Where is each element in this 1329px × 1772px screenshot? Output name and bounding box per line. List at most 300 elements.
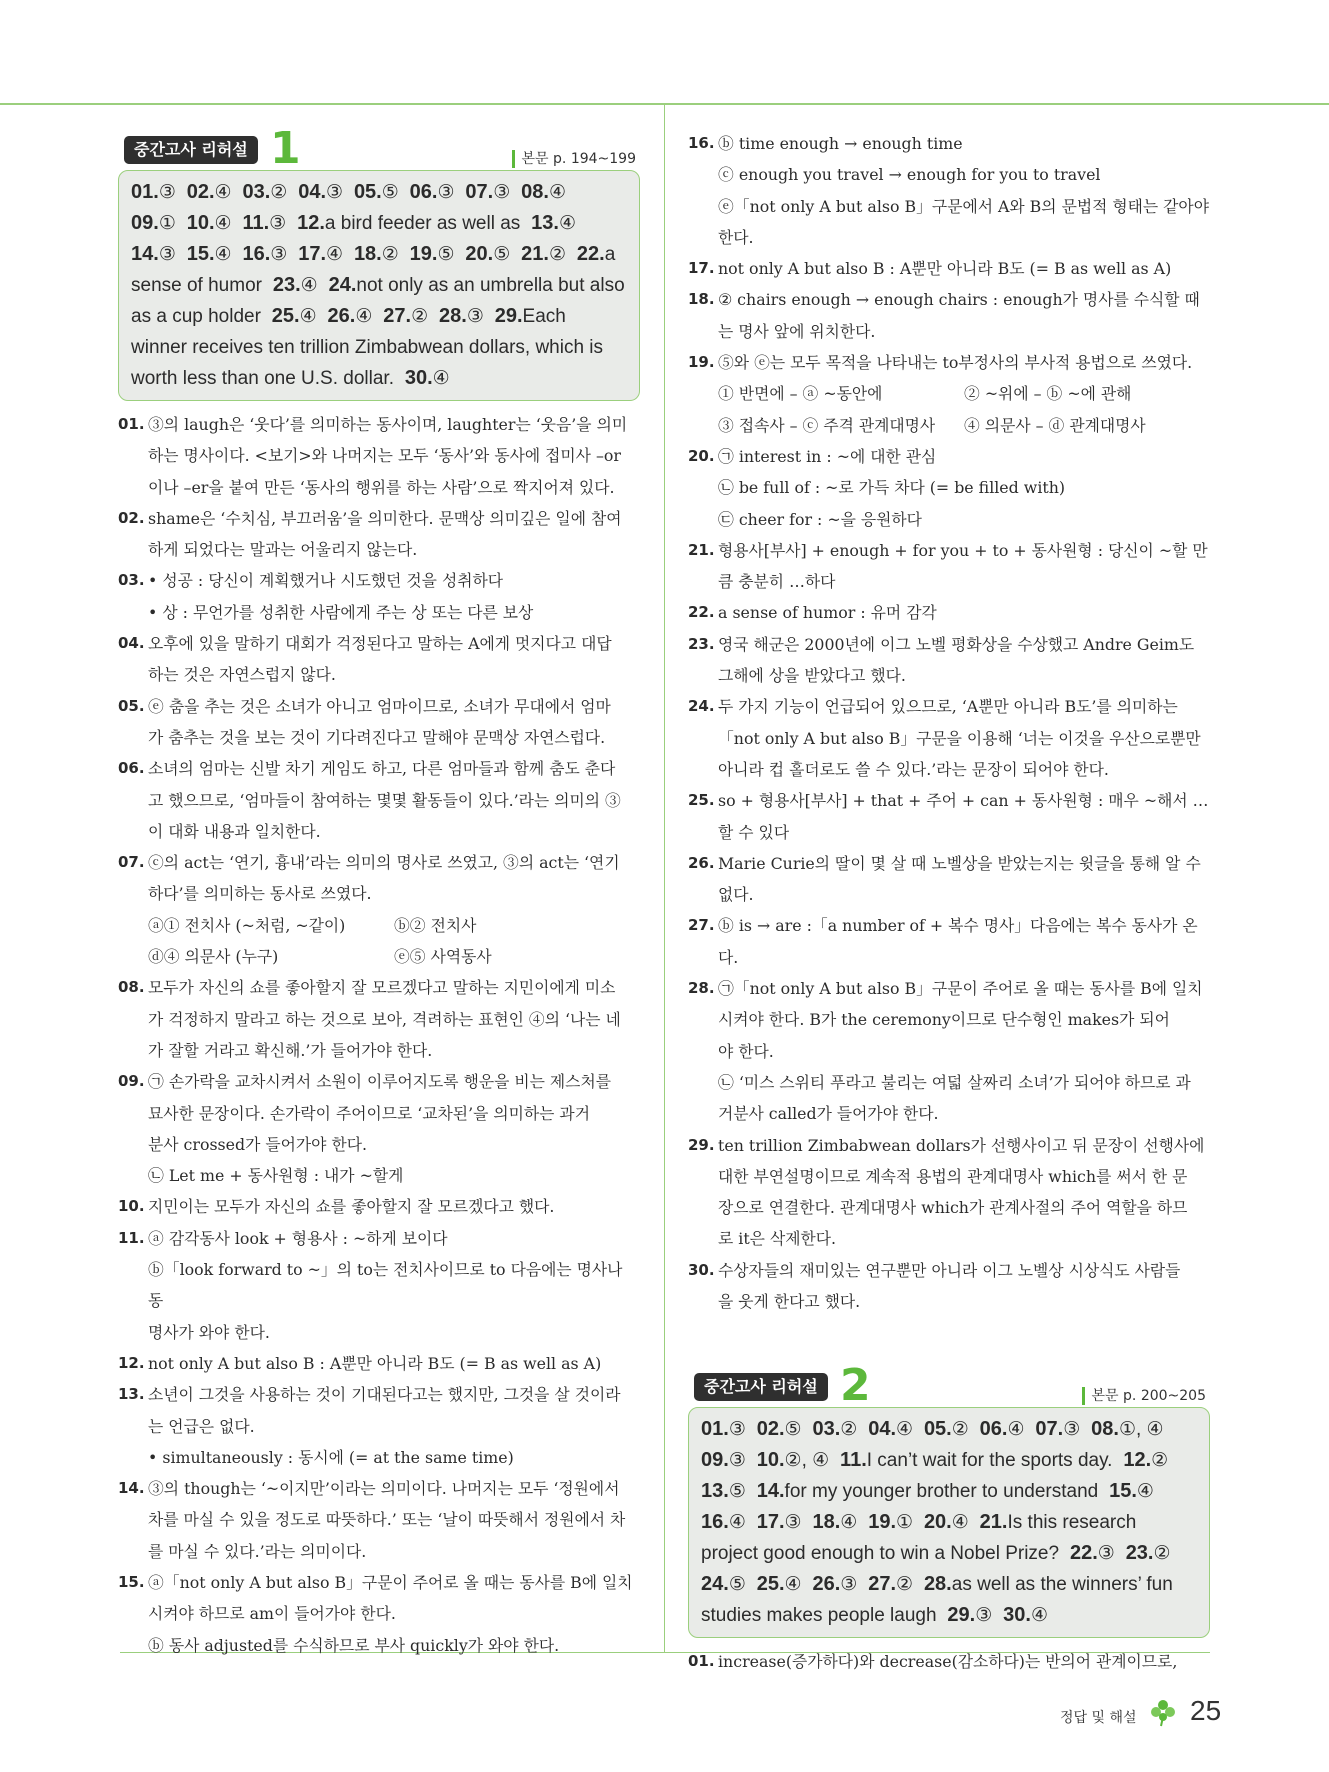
answer-number: 06.: [409, 181, 438, 203]
answer-value: a sense of humor: [131, 244, 616, 296]
answer-value: ②: [270, 182, 288, 203]
left-explanations: [118, 409, 640, 1661]
answer-number: 02.: [756, 1418, 785, 1441]
answer-value: Is this research project good enough to win a Nobel Prize?: [701, 1512, 1137, 1565]
item-line: ㉠ 손가락을 교차시켜서 소원이 이루어지도록 행운을 비는 제스처를: [148, 1072, 611, 1092]
section1-page-ref: 본문 p. 194~199: [512, 150, 636, 168]
item-body: [718, 284, 1210, 347]
answer-value: ①: [896, 1512, 914, 1534]
section1-tag: 중간고사 리허설: [124, 136, 258, 164]
answer-number: 29.: [494, 305, 523, 327]
item-body: [718, 253, 1210, 284]
answer-value: ③: [728, 1419, 746, 1441]
answer-number: 03.: [242, 181, 271, 203]
item-body: [148, 1348, 640, 1379]
answer-value: ③: [493, 182, 511, 203]
section2-number: 2: [840, 1360, 871, 1412]
answer-value: ⑤: [437, 244, 455, 265]
answer-number: 09.: [701, 1449, 729, 1472]
item-number: 01.: [118, 415, 145, 433]
answer-number: 13.: [531, 212, 559, 234]
item-number: 04.: [118, 634, 145, 653]
explanation-item: [118, 628, 640, 691]
answer-number: 06.: [979, 1418, 1008, 1441]
item-line: 야 한다.: [718, 1041, 774, 1061]
section2-page-ref: 본문 p. 200~205: [1082, 1387, 1206, 1405]
item-line: 한다.: [718, 227, 754, 247]
answer-value: ③: [1063, 1419, 1081, 1441]
item-line: ㉡ Let me + 동사원형 : 내가 ~할게: [148, 1166, 404, 1186]
answer-number: 19.: [409, 243, 438, 265]
answer-value: ④: [548, 182, 566, 203]
option-cell: ⓑ② 전치사: [394, 915, 477, 935]
item-line: 모두가 자신의 쇼를 좋아할지 잘 모르겠다고 말하는 지민이에게 미소: [148, 978, 616, 998]
item-number: 03.: [118, 571, 145, 590]
answer-value: ④: [1007, 1419, 1025, 1441]
item-body: [718, 347, 1210, 441]
item-line: not only A but also B : A뿐만 아니라 B도 (= B as well as A): [148, 1353, 602, 1373]
answer-number: 15.: [1109, 1480, 1137, 1503]
item-line: 이나 –er을 붙여 만든 ‘동사의 행위를 하는 사람’으로 짝지어져 있다.: [148, 477, 615, 497]
item-body: [718, 128, 1210, 253]
answer-value: ③: [840, 1574, 858, 1596]
answer-number: 20.: [923, 1511, 952, 1534]
item-body: [148, 691, 640, 754]
answer-value: ④: [355, 306, 373, 327]
item-line: ㉢ cheer for : ~을 응원하다: [718, 509, 922, 529]
explanation-item: [118, 1379, 640, 1473]
answer-value: ①, ④: [1118, 1419, 1164, 1441]
item-line: ⓑ 동사 adjusted를 수식하므로 부사 quickly가 와야 한다.: [148, 1635, 560, 1655]
item-body: [718, 910, 1210, 973]
explanation-item: [118, 1191, 640, 1222]
answer-value: ③: [437, 182, 455, 203]
item-line: ㉠「not only A but also B」구문이 주어로 올 때는 동사를 B에 일치: [718, 979, 1203, 999]
item-body: [148, 1379, 640, 1473]
item-line: ⓒ enough you travel → enough for you to travel: [718, 165, 1101, 185]
item-line: 시켜야 하므로 am이 들어가야 한다.: [148, 1604, 396, 1624]
item-number: 18.: [688, 290, 715, 309]
explanation-item: [118, 847, 640, 972]
answer-value: as well as the winners’ fun studies makes people laugh: [701, 1574, 1173, 1627]
explanation-item: [118, 1567, 640, 1661]
answer-number: 23.: [1125, 1542, 1154, 1565]
item-line: 두 가지 기능이 언급되어 있으므로, ‘A뿐만 아니라 B도’를 의미하는: [718, 697, 1178, 717]
answer-value: ④: [300, 275, 318, 296]
answer-number: 17.: [756, 1511, 785, 1534]
item-line: 하게 되었다는 말과는 어울리지 않는다.: [148, 540, 418, 560]
item-line: 고 했으므로, ‘엄마들이 참여하는 몇몇 활동들이 있다.’라는 의미의 ③: [148, 790, 621, 810]
item-line: ⑤와 ⓔ는 모두 목적을 나타내는 to부정사의 부사적 용법으로 쓰였다.: [718, 353, 1193, 373]
item-body: [148, 1191, 640, 1222]
item-number: 17.: [688, 259, 715, 278]
option-cell: ⓔ⑤ 사역동사: [394, 947, 492, 967]
explanation-item: [688, 284, 1210, 347]
item-line: 소녀의 엄마는 신발 차기 게임도 하고, 다른 엄마들과 함께 춤도 춘다: [148, 759, 616, 779]
answer-number: 01.: [701, 1418, 729, 1441]
answer-value: ④: [951, 1512, 969, 1534]
item-body: [148, 753, 640, 847]
item-body: [148, 409, 640, 503]
item-body: [718, 973, 1210, 1129]
answer-value: ④: [432, 368, 450, 389]
item-number: 06.: [118, 759, 145, 778]
answer-value: ③: [326, 182, 344, 203]
answer-value: ④: [840, 1512, 858, 1534]
item-number: 19.: [688, 353, 715, 372]
answer-number: 24.: [328, 274, 357, 296]
item-line: ⓔ「not only A but also B」구문에서 A와 B의 문법적 형태는 같아야: [718, 196, 1209, 216]
answer-number: 21.: [521, 243, 549, 265]
answer-number: 12.: [1123, 1449, 1152, 1472]
answer-number: 29.: [947, 1604, 976, 1627]
item-line: 를 마실 수 있다.’라는 의미이다.: [148, 1541, 367, 1561]
item-line: 없다.: [718, 885, 754, 905]
answer-number: 01.: [131, 181, 159, 203]
page-footer: [1040, 1695, 1220, 1735]
answer-value: ②: [951, 1419, 969, 1441]
item-number: 21.: [688, 540, 715, 559]
item-number: 24.: [688, 697, 715, 716]
explanation-item: [688, 848, 1210, 911]
item-line: ⓔ 춤을 추는 것은 소녀가 아니고 엄마이므로, 소녀가 무대에서 엄마: [148, 696, 611, 716]
answer-value: ②: [1151, 1450, 1169, 1472]
answer-number: 24.: [701, 1573, 729, 1596]
answer-number: 07.: [465, 181, 494, 203]
answer-number: 14.: [131, 243, 159, 265]
item-number: 23.: [688, 634, 715, 653]
item-number: 11.: [118, 1228, 145, 1247]
right-column: [688, 128, 1210, 1678]
item-body: [718, 1646, 1210, 1677]
answer-number: 09.: [131, 212, 159, 234]
answer-value: ②: [548, 244, 566, 265]
explanation-item: [688, 973, 1210, 1129]
answer-value: for my younger brother to understand: [784, 1481, 1099, 1503]
item-line: ③의 laugh은 ‘웃다’를 의미하는 동사이며, laughter는 ‘웃음’을 의미: [148, 415, 628, 434]
option-row: [718, 410, 1210, 441]
answer-number: 22.: [1069, 1542, 1098, 1565]
answer-number: 16.: [242, 243, 271, 265]
answer-number: 11.: [242, 212, 270, 234]
item-line: ⓑ time enough → enough time: [718, 134, 963, 153]
item-line: 영국 해군은 2000년에 이그 노벨 평화상을 수상했고 Andre Geim도: [718, 634, 1195, 654]
item-body: [718, 785, 1210, 848]
item-line: 하는 명사이다. <보기>와 나머지는 모두 ‘동사’와 동사에 접미사 –or: [148, 446, 621, 466]
answer-number: 16.: [701, 1511, 729, 1534]
answer-number: 28.: [923, 1573, 952, 1596]
item-number: 26.: [688, 853, 715, 872]
item-line: ⓐ 감각동사 look + 형용사 : ~하게 보이다: [148, 1228, 448, 1248]
answer-number: 05.: [353, 181, 382, 203]
answer-value: a bird feeder as well as: [324, 213, 521, 234]
answer-value: ③: [1097, 1543, 1115, 1565]
item-body: [148, 503, 640, 566]
option-cell: ⓐ① 전치사 (~처럼, ~같이): [148, 915, 346, 935]
section2-tag: 중간고사 리허설: [694, 1373, 828, 1401]
answer-value: ⑤: [784, 1419, 802, 1441]
item-line: ② chairs enough → enough chairs : enough가 명사를 수식할 때: [718, 290, 1200, 310]
answer-value: ③: [728, 1450, 746, 1472]
answer-number: 13.: [701, 1480, 729, 1503]
item-line: 분사 crossed가 들어가야 한다.: [148, 1134, 368, 1154]
item-body: [148, 565, 640, 628]
option-cell: ② ~위에 – ⓑ ~에 관해: [964, 384, 1132, 404]
item-number: 10.: [118, 1197, 145, 1216]
answer-value: ④: [214, 182, 232, 203]
answer-value: ③: [158, 244, 176, 265]
answer-value: ⑤: [381, 182, 399, 203]
item-body: [718, 691, 1210, 785]
explanation-item: [688, 597, 1210, 628]
answer-number: 08.: [1091, 1418, 1119, 1441]
option-cell: ④ 의문사 – ⓓ 관계대명사: [964, 415, 1146, 435]
explanation-item: [688, 1130, 1210, 1255]
item-line: 는 언급은 없다.: [148, 1416, 255, 1436]
item-body: [148, 1473, 640, 1567]
item-line: not only A but also B : A뿐만 아니라 B도 (= B as well as A): [718, 259, 1172, 279]
section2-answer-box: [688, 1407, 1210, 1638]
section2-header: [688, 1360, 1210, 1412]
answer-number: 18.: [353, 243, 382, 265]
item-number: 09.: [118, 1072, 145, 1091]
item-line: a sense of humor : 유머 감각: [718, 603, 937, 623]
explanation-item: [688, 441, 1210, 535]
answer-value: ④: [784, 1574, 802, 1596]
item-number: 07.: [118, 853, 145, 872]
section1-answer-box: [118, 170, 640, 401]
item-line: 차를 마실 수 있을 정도로 따뜻하다.’ 또는 ‘날이 따뜻해서 정원에서 차: [148, 1510, 626, 1530]
answer-number: 30.: [404, 367, 433, 389]
answer-number: 14.: [756, 1480, 785, 1503]
explanation-item: [118, 1473, 640, 1567]
item-line: ③의 though는 ‘~이지만’이라는 의미이다. 나머지는 모두 ‘정원에서: [148, 1479, 620, 1499]
answer-number: 02.: [186, 181, 215, 203]
answer-value: ④: [214, 244, 232, 265]
item-line: so + 형용사[부사] + that + 주어 + can + 동사원형 : 매우 ~해서 …: [718, 791, 1209, 811]
item-line: 그해에 상을 받았다고 했다.: [718, 666, 906, 686]
answer-number: 28.: [439, 305, 467, 327]
answer-number: 17.: [298, 243, 327, 265]
item-number: 15.: [118, 1572, 145, 1591]
answer-value: ③: [270, 244, 288, 265]
answer-number: 05.: [923, 1418, 952, 1441]
answer-number: 08.: [521, 181, 549, 203]
answer-number: 10.: [186, 212, 215, 234]
item-line: 을 웃게 한다고 했다.: [718, 1291, 861, 1311]
answer-number: 19.: [868, 1511, 897, 1534]
item-number: 02.: [118, 508, 145, 527]
explanation-item: [118, 1223, 640, 1348]
item-line: • simultaneously : 동시에 (= at the same time): [148, 1447, 514, 1467]
item-number: 12.: [118, 1353, 145, 1372]
item-body: [148, 628, 640, 691]
answer-number: 10.: [756, 1449, 785, 1472]
answer-number: 21.: [979, 1511, 1008, 1534]
explanation-item: [688, 347, 1210, 441]
answer-value: ④: [1030, 1605, 1049, 1627]
answer-value: I can’t wait for the sports day.: [866, 1450, 1113, 1472]
explanation-item: [118, 565, 640, 628]
item-line: ㉠ interest in : ~에 대한 관심: [718, 446, 937, 466]
item-line: 대한 부연설명이므로 계속적 용법의 관계대명사 which를 써서 한 문: [718, 1166, 1188, 1186]
item-number: 05.: [118, 696, 145, 715]
option-cell: ③ 접속사 – ⓒ 주격 관계대명사: [718, 415, 936, 435]
item-line: 명사가 와야 한다.: [148, 1322, 270, 1342]
answer-number: 27.: [383, 305, 412, 327]
answer-number: 04.: [868, 1418, 897, 1441]
answer-value: ③: [975, 1605, 993, 1627]
answer-number: 27.: [868, 1573, 897, 1596]
answer-number: 07.: [1035, 1418, 1064, 1441]
answer-value: ③: [466, 306, 484, 327]
item-line: 할 수 있다: [718, 822, 790, 842]
item-line: 형용사[부사] + enough + for you + to + 동사원형 : 당신이 ~할 만: [718, 540, 1208, 560]
item-number: 22.: [688, 603, 715, 622]
item-body: [148, 1567, 640, 1661]
page-number: 25: [1190, 1695, 1222, 1726]
answer-number: 26.: [812, 1573, 841, 1596]
item-body: [148, 972, 640, 1066]
item-number: 30.: [688, 1260, 715, 1279]
answer-value: Each winner receives ten trillion Zimbabwean dollars, which is worth less than one U.S. dollar.: [131, 306, 604, 389]
explanation-item: [118, 1066, 640, 1191]
item-body: [148, 1223, 640, 1348]
explanation-item: [688, 1255, 1210, 1318]
right-explanations: [688, 128, 1210, 1317]
item-number: 01.: [688, 1652, 715, 1671]
answer-number: 04.: [298, 181, 327, 203]
item-number: 14.: [118, 1479, 145, 1498]
explanation-item: [118, 1348, 640, 1379]
explanation-item: [688, 253, 1210, 284]
answer-number: 03.: [812, 1418, 841, 1441]
answer-value: ④: [558, 213, 577, 234]
item-line: • 성공 : 당신이 계획했거나 시도했던 것을 성취하다: [148, 571, 503, 591]
answer-value: ③: [784, 1512, 802, 1534]
item-line: 가 잘할 거라고 확신해.’가 들어가야 한다.: [148, 1040, 433, 1060]
answer-number: 25.: [271, 305, 300, 327]
item-line: ⓒ의 act는 ‘연기, 흉내’라는 의미의 명사로 쓰였고, ③의 act는 ‘연기: [148, 853, 620, 873]
answer-value: ③: [158, 182, 176, 203]
option-cell: ⓓ④ 의문사 (누구): [148, 947, 279, 967]
item-line: 가 춤추는 것을 보는 것이 기다려진다고 말해야 문맥상 자연스럽다.: [148, 727, 606, 747]
item-line: 거분사 called가 들어가야 한다.: [718, 1104, 939, 1124]
explanation-item: [118, 409, 640, 503]
item-number: 20.: [688, 446, 715, 465]
answer-number: 26.: [327, 305, 356, 327]
answer-value: ⑤: [493, 244, 511, 265]
answer-value: ④: [326, 244, 344, 265]
option-row: [148, 941, 640, 972]
item-body: [148, 1066, 640, 1191]
explanation-item: [688, 128, 1210, 253]
explanation-item: [118, 753, 640, 847]
item-body: [718, 1130, 1210, 1255]
section1-header: [118, 123, 640, 174]
answer-value: ④: [299, 306, 317, 327]
item-line: ㉡ ‘미스 스위티 푸라고 불리는 여덟 살짜리 소녀’가 되어야 하므로 과: [718, 1072, 1191, 1092]
answer-value: ②: [840, 1419, 858, 1441]
explanation-item: [688, 785, 1210, 848]
answer-number: 15.: [186, 243, 215, 265]
item-line: ten trillion Zimbabwean dollars가 선행사이고 뒤 문장이 선행사에: [718, 1135, 1205, 1155]
item-line: shame은 ‘수치심, 부끄러움’을 의미한다. 문맥상 의미깊은 일에 참여: [148, 508, 622, 528]
answer-number: 25.: [756, 1573, 785, 1596]
item-line: 「not only A but also B」구문을 이용해 ‘너는 이것을 우산으로뿐만: [718, 728, 1201, 748]
item-line: 오후에 있을 말하기 대회가 걱정된다고 말하는 A에게 멋지다고 대답: [148, 634, 612, 654]
item-line: 큼 충분히 …하다: [718, 572, 836, 592]
item-line: increase(증가하다)와 decrease(감소하다)는 반의어 관계이므로,: [718, 1652, 1178, 1672]
item-line: ⓑ「look forward to ~」의 to는 전치사이므로 to 다음에는 명사나 동: [148, 1260, 623, 1311]
explanation-item: [688, 629, 1210, 692]
item-body: [718, 597, 1210, 628]
item-number: 08.: [118, 978, 145, 997]
item-line: Marie Curie의 딸이 몇 살 때 노벨상을 받았는지는 윗글을 통해 알 수: [718, 853, 1201, 873]
explanation-item: [688, 910, 1210, 973]
item-line: 가 걱정하지 말라고 하는 것으로 보아, 격려하는 표현인 ④의 ‘나는 네: [148, 1009, 621, 1029]
item-line: 장으로 연결한다. 관계대명사 which가 관계사절의 주어 역할을 하므: [718, 1198, 1188, 1218]
answer-value: ④: [214, 213, 232, 234]
answer-value: ②, ④: [784, 1450, 830, 1472]
answer-value: ④: [896, 1419, 914, 1441]
answer-value: ③: [269, 213, 287, 234]
item-line: 소년이 그것을 사용하는 것이 기대된다고는 했지만, 그것을 살 것이라: [148, 1385, 621, 1405]
item-number: 27.: [688, 916, 715, 935]
footer-label: 정답 및 해설: [1060, 1710, 1137, 1726]
item-line: 하는 것은 자연스럽지 않다.: [148, 665, 336, 685]
answer-value: ④: [728, 1512, 746, 1534]
item-body: [148, 847, 640, 972]
option-row: [718, 378, 1210, 409]
option-row: [148, 910, 640, 941]
item-line: ⓐ「not only A but also B」구문이 주어로 올 때는 동사를 B에 일치: [148, 1572, 633, 1592]
answer-value: ②: [896, 1574, 914, 1596]
item-line: 는 명사 앞에 위치한다.: [718, 321, 876, 341]
explanation-item: [688, 1646, 1210, 1677]
item-line: 묘사한 문장이다. 손가락이 주어이므로 ‘교차된’을 의미하는 과거: [148, 1103, 590, 1123]
item-line: 시켜야 한다. B가 the ceremony이므로 단수형인 makes가 되어: [718, 1010, 1170, 1030]
item-number: 28.: [688, 979, 715, 998]
item-line: 로 it은 삭제한다.: [718, 1229, 837, 1249]
item-body: [718, 848, 1210, 911]
explanation-item: [688, 691, 1210, 785]
item-number: 16.: [688, 134, 715, 152]
answer-number: 23.: [272, 274, 301, 296]
answer-value: ②: [1153, 1543, 1171, 1565]
explanation-item: [118, 503, 640, 566]
answer-number: 30.: [1003, 1604, 1031, 1627]
left-column: [118, 123, 640, 1661]
answer-number: 11.: [840, 1449, 867, 1472]
item-body: [718, 441, 1210, 535]
item-line: 지민이는 모두가 자신의 쇼를 좋아할지 잘 모르겠다고 했다.: [148, 1197, 555, 1217]
clover-leaf-icon: [1148, 1697, 1178, 1731]
answer-value: ①: [158, 213, 176, 234]
item-line: ㉡ be full of : ~로 가득 차다 (= be filled with): [718, 478, 1066, 498]
answer-number: 22.: [576, 243, 605, 265]
answer-number: 18.: [812, 1511, 841, 1534]
answer-value: ②: [381, 244, 399, 265]
answer-value: ②: [411, 306, 429, 327]
answer-value: ④: [1136, 1481, 1154, 1503]
explanation-item: [118, 691, 640, 754]
option-cell: ① 반면에 – ⓐ ~동안에: [718, 384, 883, 404]
item-body: [718, 535, 1210, 598]
item-number: 25.: [688, 791, 715, 810]
item-body: [718, 1255, 1210, 1318]
item-number: 13.: [118, 1385, 145, 1404]
